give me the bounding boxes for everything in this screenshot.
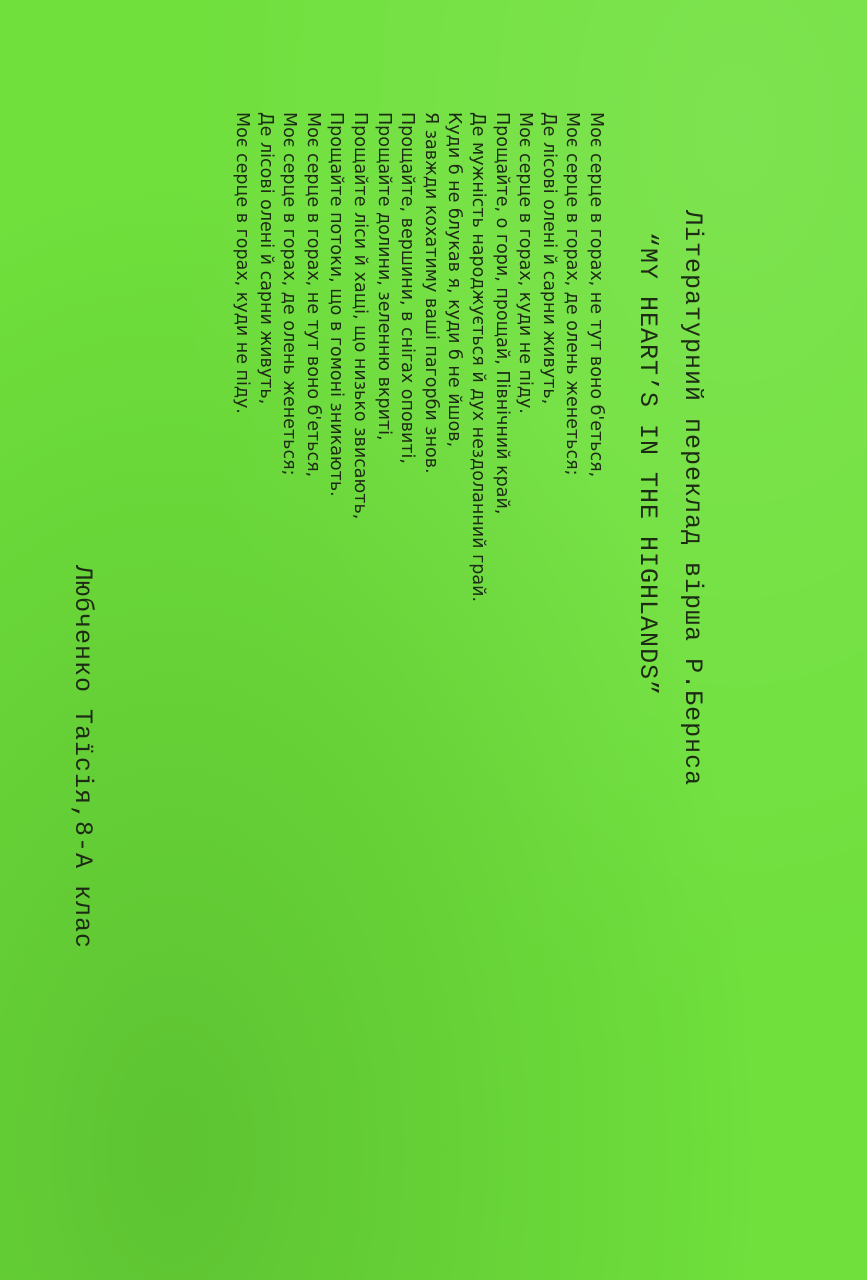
- poem-original-title: “MY HEART’S IN THE HIGHLANDS”: [633, 232, 662, 697]
- poem-line: Прощайте, вершини, в снігах оповиті,: [397, 112, 418, 464]
- poem-line: Прощайте потоки, що в гомоні зникають.: [326, 112, 347, 497]
- poem-line: Моє серце в горах, де олень женеться;: [279, 112, 300, 476]
- poem-line: Де лісові олені й сарни живуть,: [255, 112, 276, 405]
- poem-line: Я завжди кохатиму ваші пагорби знов.: [420, 112, 441, 474]
- poem-line: Куди б не блукав я, куди б не йшов,: [444, 112, 465, 448]
- poem-line: Моє серце в горах, не тут воно б'еться,: [302, 112, 323, 478]
- poem-line: Моє серце в горах, де олень женеться;: [562, 112, 583, 476]
- poem-line: Моє серце в горах, куди не піду.: [515, 112, 536, 414]
- poem-line: Де лісові олені й сарни живуть,: [538, 112, 559, 405]
- poem-line: Де мужність народжується й дух нездоланний грай.: [468, 112, 489, 603]
- document-title: Літературний переклад вірша Р.Бернса: [678, 210, 707, 787]
- poem-line: Прощайте долини, зеленню вкриті,: [373, 112, 394, 441]
- poem-text: [230, 112, 608, 602]
- poem-line: Прощайте ліси й хащі, що низько звисають,: [350, 112, 371, 520]
- poem-line: Прощайте, о гори, прощай, Північний край,: [491, 112, 512, 515]
- poem-line: Моє серце в горах, не тут воно б'еться,: [586, 112, 606, 478]
- author-signature: Любченко Таїсія,8-А клас: [68, 565, 97, 950]
- poem-line: Моє серце в горах, куди не піду.: [232, 112, 253, 414]
